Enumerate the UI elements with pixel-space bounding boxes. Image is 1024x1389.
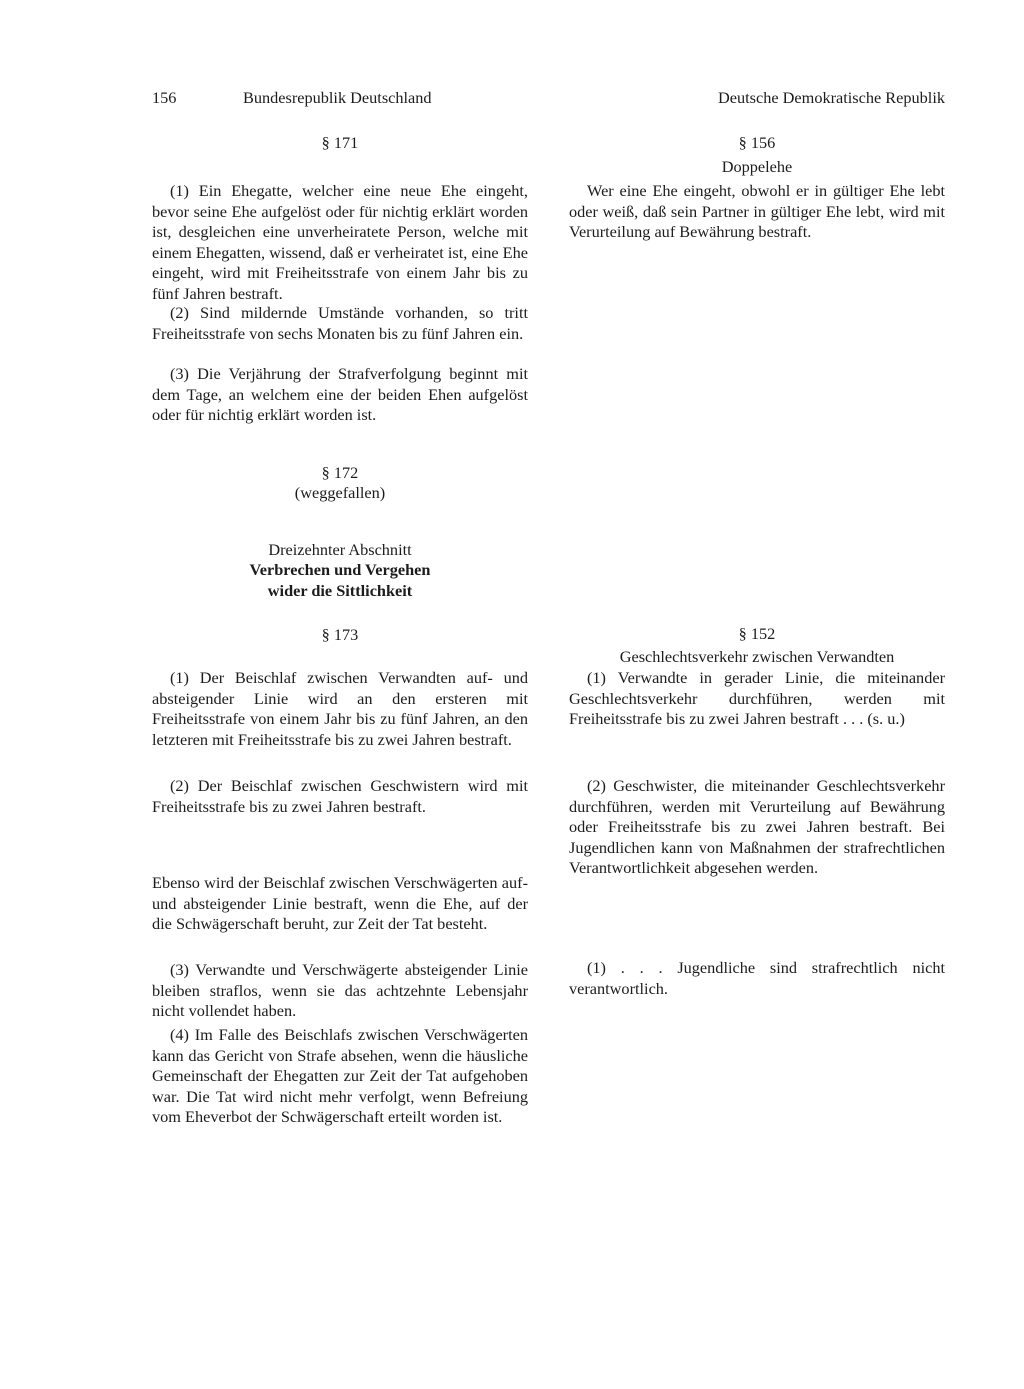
- ddr-section-152-paragraph-3: (1) . . . Jugendliche sind strafrechtlich nicht verantwortlich.: [569, 958, 945, 998]
- chapter-label: Dreizehnter Abschnitt: [268, 540, 412, 559]
- ddr-section-152-paragraph-2: (2) Geschwister, die miteinander Geschlechtsverkehr durchführen, werden mit Verurteilung auf Bewährung oder Freiheitsstrafe bis zu zwei Jahren bestraft. Bei Jugendlichen kann von Maßnahmen der strafrechtlichen Verantwortlichkeit abgesehen werden.: [569, 776, 945, 878]
- section-173-paragraph-2: (2) Der Beischlaf zwischen Geschwistern wird mit Freiheitsstrafe bis zu zwei Jahren bestraft.: [152, 776, 528, 816]
- section-173-paragraph-4: (4) Im Falle des Beischlafs zwischen Verschwägerten kann das Gericht von Strafe absehen, wenn die häusliche Gemeinschaft der Ehegatten zur Zeit der Tat aufgehoben war. Die Tat wird nicht mehr verfolgt, wenn Befreiung vom Eheverbot der Schwägerschaft erteilt worden ist.: [152, 1025, 528, 1127]
- ddr-section-152-title: Geschlechtsverkehr zwischen Verwandten: [619, 647, 895, 666]
- header-left-title: Bundesrepublik Deutschland: [243, 88, 432, 107]
- page-number: 156: [152, 88, 177, 107]
- ddr-section-156-paragraph: Wer eine Ehe eingeht, obwohl er in gültiger Ehe lebt oder weiß, daß sein Partner in gültiger Ehe lebt, wird mit Verurteilung auf Bewährung bestraft.: [569, 181, 945, 242]
- section-173-paragraph-1: (1) Der Beischlaf zwischen Verwandten auf- und absteigender Linie wird an den ersteren mit Freiheitsstrafe von einem Jahr bis zu fünf Jahren, an den letzteren mit Freiheitsstrafe bis zu zwei Jahren bestraft.: [152, 668, 528, 749]
- section-173-paragraph-2-continuation: Ebenso wird der Beischlaf zwischen Verschwägerten auf- und absteigender Linie bestraft, wenn die Ehe, auf der die Schwägerschaft beruht, zur Zeit der Tat besteht.: [152, 873, 528, 934]
- section-171-paragraph-2: (2) Sind mildernde Umstände vorhanden, so tritt Freiheitsstrafe von sechs Monaten bis zu fünf Jahren ein.: [152, 303, 528, 343]
- chapter-title-line-2: wider die Sittlichkeit: [267, 581, 413, 600]
- ddr-section-156-title: Doppelehe: [721, 157, 793, 176]
- ddr-section-152-paragraph-1: (1) Verwandte in gerader Linie, die miteinander Geschlechtsverkehr durchführen, werden mit Freiheitsstrafe bis zu zwei Jahren bestraft . . . (s. u.): [569, 668, 945, 729]
- section-173-heading: § 173: [321, 625, 359, 644]
- section-172-note: (weggefallen): [294, 483, 386, 502]
- section-171-paragraph-3: (3) Die Verjährung der Strafverfolgung beginnt mit dem Tage, an welchem eine der beiden Ehen aufgelöst oder für nichtig erklärt worden ist.: [152, 364, 528, 425]
- section-172-heading: § 172: [321, 463, 359, 482]
- ddr-section-152-heading: § 152: [738, 624, 776, 643]
- section-171-paragraph-1: (1) Ein Ehegatte, welcher eine neue Ehe eingeht, bevor seine Ehe aufgelöst oder für nichtig erklärt worden ist, desgleichen eine unverheiratete Person, welche mit einem Ehegatten, wissend, daß er verheiratet ist, eine Ehe eingeht, wird mit Freiheitsstrafe von einem Jahr bis zu fünf Jahren bestraft.: [152, 181, 528, 303]
- chapter-title-line-1: Verbrechen und Vergehen: [249, 560, 431, 579]
- header-right-title: Deutsche Demokratische Republik: [718, 88, 945, 107]
- ddr-section-156-heading: § 156: [738, 133, 776, 152]
- section-173-paragraph-3: (3) Verwandte und Verschwägerte absteigender Linie bleiben straflos, wenn sie das achtzehnte Lebensjahr nicht vollendet haben.: [152, 960, 528, 1021]
- section-171-heading: § 171: [321, 133, 359, 152]
